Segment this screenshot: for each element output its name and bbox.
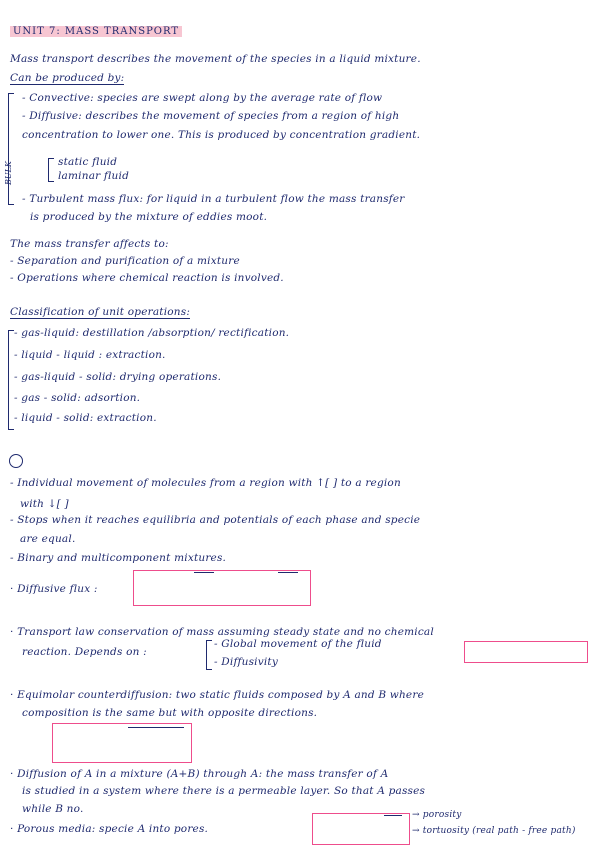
note-line: - Binary and multicomponent mixtures. <box>10 552 227 564</box>
note-line: · Transport law conservation of mass assuming steady state and no chemical <box>10 626 434 638</box>
fraction-bar <box>128 727 184 728</box>
note-line: is studied in a system where there is a permeable layer. So that A passes <box>22 785 426 797</box>
note-line: - liquid - solid: extraction. <box>14 412 157 424</box>
note-line: is produced by the mixture of eddies moot. <box>30 211 268 223</box>
equation-box <box>464 641 588 663</box>
note-line: while B no. <box>22 803 84 815</box>
note-line: · Diffusive flux : <box>10 583 98 595</box>
bracket <box>8 93 14 205</box>
note-line: - Individual movement of molecules from a region with ↑[ ] to a region <box>10 477 401 489</box>
page-title: UNIT 7: MASS TRANSPORT <box>10 26 182 37</box>
note-line: - Diffusivity <box>214 656 278 668</box>
note-line: → porosity <box>412 810 462 820</box>
fraction <box>194 571 214 574</box>
equation-box <box>312 813 410 845</box>
bracket <box>206 640 212 670</box>
note-line: - Stops when it reaches equilibria and potentials of each phase and specie <box>10 514 421 526</box>
equation-box <box>52 723 192 763</box>
note-line: · Equimolar counterdiffusion: two static fluids composed by A and B where <box>10 689 424 701</box>
note-line: · Diffusion of A in a mixture (A+B) through A: the mass transfer of A <box>10 768 389 780</box>
note-line: - Turbulent mass flux: for liquid in a turbulent flow the mass transfer <box>22 193 405 205</box>
fraction-bar <box>278 572 298 573</box>
note-line: Can be produced by: <box>10 72 125 84</box>
section-number <box>9 454 23 468</box>
note-line: - liquid - liquid : extraction. <box>14 349 166 361</box>
fraction <box>384 814 402 817</box>
note-line: Mass transport describes the movement of the species in a liquid mixture. <box>10 53 421 65</box>
note-line: - Convective: species are swept along by the average rate of flow <box>22 92 383 104</box>
side-label: BULK <box>4 161 13 185</box>
note-line: Classification of unit operations: <box>10 306 191 318</box>
fraction-bar <box>194 572 214 573</box>
note-line: - Separation and purification of a mixture <box>10 255 240 267</box>
note-line: are equal. <box>20 533 76 545</box>
fraction-bar <box>384 815 402 816</box>
note-line: The mass transfer affects to: <box>10 238 169 250</box>
fraction <box>128 726 184 729</box>
note-line: → tortuosity (real path - free path) <box>412 826 576 836</box>
note-line: - Operations where chemical reaction is involved. <box>10 272 284 284</box>
bracket <box>48 158 54 182</box>
note-line: - Global movement of the fluid <box>214 638 382 650</box>
note-line: · Porous media: specie A into pores. <box>10 823 209 835</box>
note-line: concentration to lower one. This is produced by concentration gradient. <box>22 129 421 141</box>
note-line: reaction. Depends on : <box>22 646 147 658</box>
note-line: - gas-liquid - solid: drying operations. <box>14 371 222 383</box>
note-line: static fluid <box>58 156 118 168</box>
note-line: - Diffusive: describes the movement of species from a region of high <box>22 110 400 122</box>
note-line: - gas - solid: adsortion. <box>14 392 141 404</box>
note-line: laminar fluid <box>58 170 129 182</box>
fraction <box>278 571 298 574</box>
note-line: composition is the same but with opposite directions. <box>22 707 318 719</box>
note-line: - gas-liquid: destillation /absorption/ rectification. <box>14 327 290 339</box>
equation-box <box>133 570 311 606</box>
note-line: with ↓[ ] <box>20 498 69 510</box>
